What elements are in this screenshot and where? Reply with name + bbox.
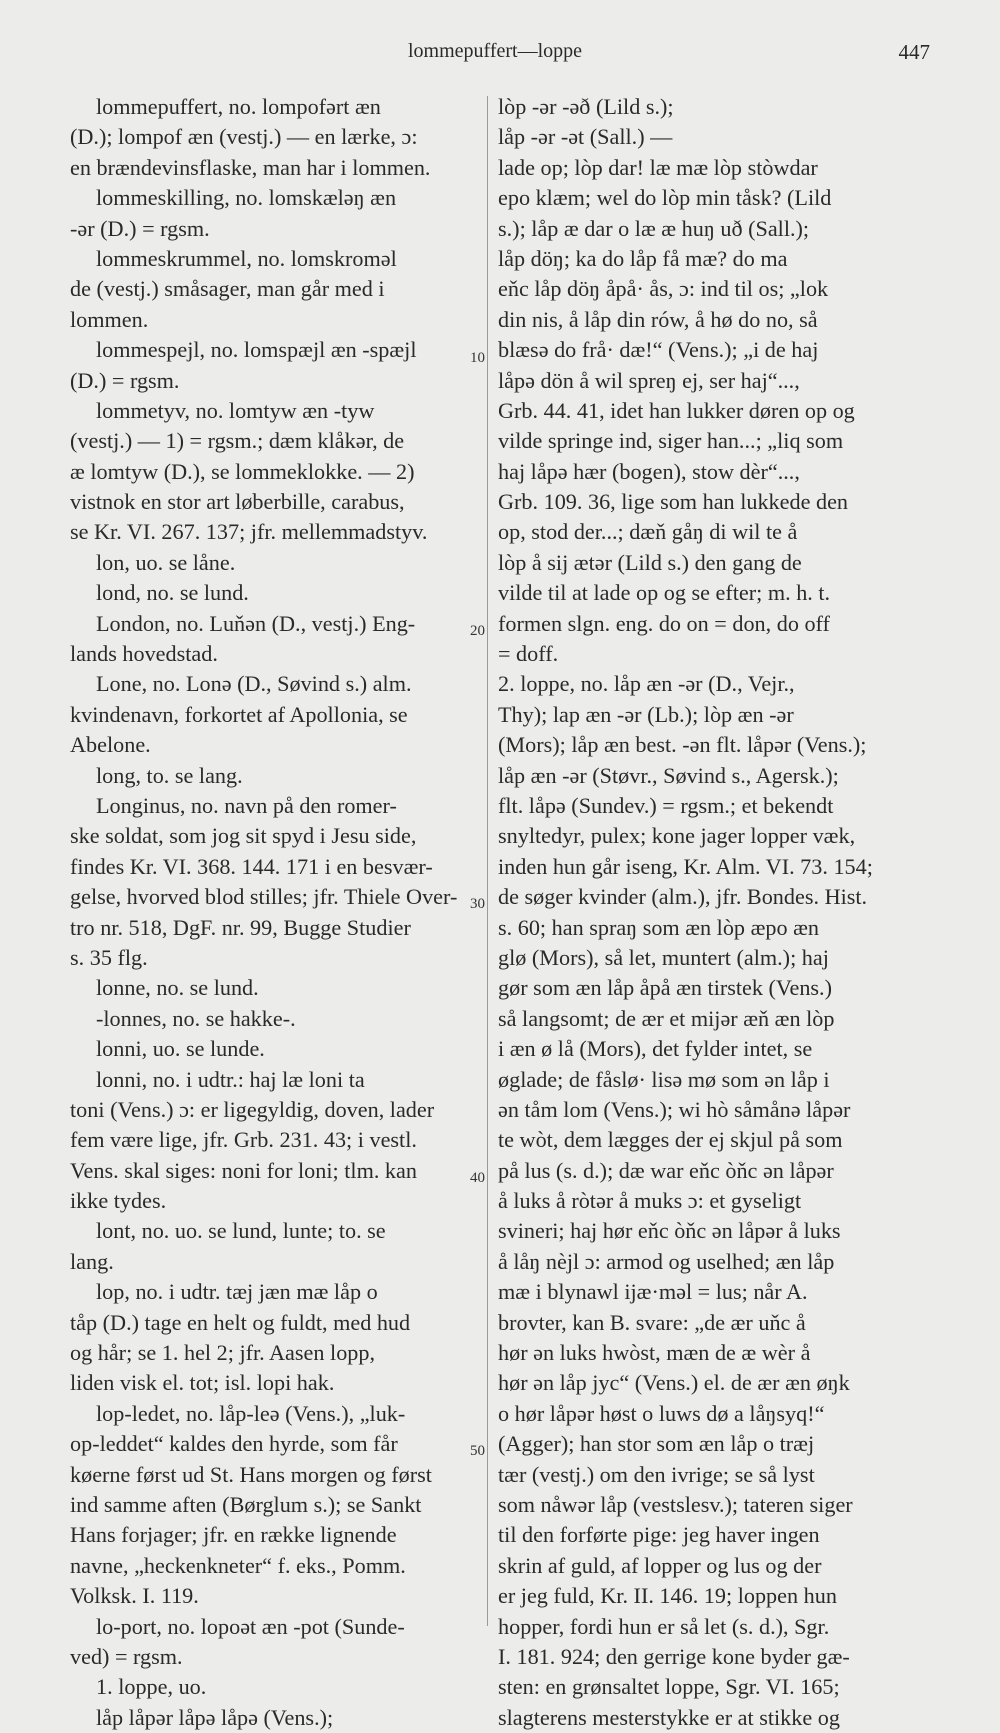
text-line: kvindenavn, forkortet af Apollonia, se [70, 701, 408, 727]
text-line: Longinus, no. navn på den romer- [96, 792, 397, 818]
text-line: Thy); lap æn -ər (Lb.); lòp æn -ər [498, 701, 794, 727]
text-line: ved) = rgsm. [70, 1643, 183, 1669]
text-line: formen slgn. eng. do on = don, do off [498, 610, 830, 636]
text-line: lade op; lòp dar! læ mæ lòp stòwdar [498, 154, 818, 180]
text-line: hør ən låp jyc“ (Vens.) el. de ær æn øŋk [498, 1370, 850, 1396]
text-line: å låŋ nèjl ɔ: armod og uselhed; æn låp [498, 1248, 835, 1274]
text-line: vistnok en stor art løberbille, carabus, [70, 489, 405, 515]
text-line: gelse, hvorved blod stilles; jfr. Thiele Over- [70, 884, 458, 910]
text-line: blæsə do frå· dæ!“ (Vens.); „i de haj [498, 337, 819, 363]
margin-line-number: 50 [470, 1443, 485, 1459]
text-line: lop, no. i udtr. tæj jæn mæ låp o [96, 1279, 378, 1305]
text-line: lang. [70, 1248, 114, 1274]
text-line: epo klæm; wel do lòp min tåsk? (Lild [498, 185, 832, 211]
text-line: lommepuffert, no. lompofərt æn [96, 94, 381, 119]
text-line: lonne, no. se lund. [96, 975, 259, 1001]
text-line: lands hovedstad. [70, 641, 218, 667]
text-line: inden hun går iseng, Kr. Alm. VI. 73. 154; [498, 853, 873, 879]
column-divider [487, 96, 488, 1626]
text-line: æ lomtyw (D.), se lommeklokke. — 2) [70, 458, 415, 484]
text-line: lommeskilling, no. lomskæləŋ æn [96, 185, 397, 211]
text-line: ikke tydes. [70, 1188, 167, 1214]
text-line: o hør låpər høst o luws dø a låŋsyq!“ [498, 1400, 825, 1426]
text-line: Abelone. [70, 732, 151, 758]
text-line: eňc låp döŋ åpå· ås, ɔ: ind til os; „lok [498, 276, 829, 302]
text-line: låp -ər -ət (Sall.) — [498, 124, 673, 150]
text-line: låp låpər låpə låpə (Vens.); [96, 1704, 334, 1730]
text-line: låp döŋ; ka do låp få mæ? do ma [498, 245, 788, 271]
text-line: -lonnes, no. se hakke-. [96, 1005, 296, 1031]
text-line: din nis, å låp din rów, å hø do no, så [498, 306, 818, 332]
text-line: lommen. [70, 306, 149, 332]
text-line: fem være lige, jfr. Grb. 231. 43; i vestl. [70, 1127, 417, 1153]
text-line: (D.); lompof æn (vestj.) — en lærke, ɔ: [70, 124, 418, 150]
text-line: (D.) = rgsm. [70, 367, 180, 393]
text-line: vilde til at lade op og se efter; m. h. t. [498, 580, 831, 606]
text-line: lommetyv, no. lomtyw æn -tyw [96, 397, 375, 423]
page-number: 447 [898, 40, 930, 64]
text-line: flt. låpə (Sundev.) = rgsm.; et bekendt [498, 792, 834, 818]
text-line: se Kr. VI. 267. 137; jfr. mellemmadstyv. [70, 519, 428, 545]
text-line: vilde springe ind, siger han...; „liq som [498, 428, 844, 454]
text-line: låp æn -ər (Støvr., Søvind s., Agersk.); [498, 762, 839, 788]
running-head: lommepuffert—loppe [407, 40, 583, 62]
text-line: mæ i blynawl ijæ·məl = lus; når A. [498, 1279, 808, 1305]
text-line: Lone, no. Lonə (D., Søvind s.) alm. [96, 671, 412, 697]
text-line: Grb. 109. 36, lige som han lukkede den [498, 489, 849, 515]
text-line: toni (Vens.) ɔ: er ligegyldig, doven, lader [70, 1096, 435, 1122]
margin-line-number: 20 [470, 623, 485, 639]
text-line: tro nr. 518, DgF. nr. 99, Bugge Studier [70, 914, 411, 940]
text-line: lòp å sij ætər (Lild s.) den gang de [498, 549, 802, 575]
text-line: s. 35 flg. [70, 944, 148, 970]
text-line: s.); låp æ dar o læ æ huŋ uð (Sall.); [498, 215, 810, 241]
text-line: Hans forjager; jfr. en række lignende [70, 1522, 397, 1548]
text-line: Vens. skal siges: noni for loni; tlm. kan [70, 1157, 417, 1183]
text-line: I. 181. 924; den gerrige kone byder gæ- [498, 1643, 850, 1669]
text-line: tåp (D.) tage en helt og fuldt, med hud [70, 1309, 411, 1335]
text-line: lo-port, no. lopoət æn -pot (Sunde- [96, 1613, 405, 1639]
text-line: som nåwər låp (vestslesv.); tateren siger [498, 1491, 853, 1517]
text-line: (vestj.) — 1) = rgsm.; dæm klåkər, de [70, 428, 405, 454]
text-line: låpə dön å wil spreŋ ej, ser haj“..., [498, 367, 800, 393]
text-line: long, to. se lang. [96, 762, 243, 788]
text-line: hør ən luks hwòst, mæn de æ wèr å [498, 1340, 811, 1366]
text-line: en brændevinsflaske, man har i lommen. [70, 154, 431, 180]
text-line: lòp -ər -əð (Lild s.); [498, 94, 674, 119]
text-line: haj låpə hær (bogen), stow dèr“..., [498, 458, 800, 484]
text-line: (Mors); låp æn best. -ən flt. låpər (Vens.); [498, 732, 867, 758]
text-line: London, no. Luňən (D., vestj.) Eng- [96, 610, 416, 636]
text-line: (Agger); han stor som æn låp o træj [498, 1431, 815, 1457]
text-line: op-leddet“ kaldes den hyrde, som får [70, 1431, 398, 1457]
text-line: te wòt, dem lægges der ej skjul på som [498, 1127, 843, 1153]
text-line: tær (vestj.) om den ivrige; se så lyst [498, 1461, 815, 1487]
text-line: i æn ø lå (Mors), det fylder intet, se [498, 1036, 813, 1062]
text-line: 1. loppe, uo. [96, 1674, 207, 1700]
text-line: lonni, no. i udtr.: haj læ loni ta [96, 1066, 365, 1092]
margin-line-number: 10 [470, 350, 485, 366]
text-line: sten: en grønsaltet loppe, Sgr. VI. 165; [498, 1674, 840, 1700]
text-line: snyltedyr, pulex; kone jager lopper væk, [498, 823, 856, 849]
text-line: svineri; haj hør eňc òňc ən låpər å luks [498, 1218, 841, 1244]
text-line: øglade; de fåslø· lisə mø som ən låp i [498, 1066, 830, 1092]
text-line: lont, no. uo. se lund, lunte; to. se [96, 1218, 386, 1244]
page-header [60, 40, 930, 70]
text-line: s. 60; han spraŋ som æn lòp æpo æn [498, 914, 819, 940]
text-line: findes Kr. VI. 368. 144. 171 i en besvær- [70, 853, 433, 879]
text-line: til den forførte pige: jeg haver ingen [498, 1522, 820, 1548]
text-line: Grb. 44. 41, idet han lukker døren op og [498, 397, 855, 423]
text-line: ən tåm lom (Vens.); wi hò såmånə låpər [498, 1096, 851, 1122]
margin-line-number: 40 [470, 1170, 485, 1186]
text-line: lommeskrummel, no. lomskroməl [96, 245, 397, 271]
text-line: lonni, uo. se lunde. [96, 1036, 265, 1062]
text-line: liden visk el. tot; isl. lopi hak. [70, 1370, 335, 1396]
text-line: -ər (D.) = rgsm. [70, 215, 210, 241]
text-line: ske soldat, som jog sit spyd i Jesu side, [70, 823, 417, 849]
text-line: så langsomt; de ær et mijər æň æn lòp [498, 1005, 835, 1031]
text-line: navne, „heckenkneter“ f. eks., Pomm. [70, 1552, 406, 1578]
text-line: på lus (s. d.); dæ war eňc òňc ən låpər [498, 1157, 834, 1183]
text-line: skrin af guld, af lopper og lus og der [498, 1552, 822, 1578]
text-line: gør som æn låp åpå æn tirstek (Vens.) [498, 975, 832, 1001]
text-line: å luks å ròtər å muks ɔ: et gyseligt [498, 1188, 802, 1214]
text-line: de (vestj.) småsager, man går med i [70, 276, 385, 302]
text-line: brovter, kan B. svare: „de ær uňc å [498, 1309, 806, 1335]
text-line: lommespejl, no. lomspæjl æn -spæjl [96, 337, 417, 363]
text-line: lond, no. se lund. [96, 580, 249, 606]
text-line: de søger kvinder (alm.), jfr. Bondes. Hist. [498, 884, 868, 910]
text-line: lop-ledet, no. låp-leə (Vens.), „luk- [96, 1400, 406, 1426]
text-line: = doff. [498, 641, 559, 667]
text-line: ind samme aften (Børglum s.); se Sankt [70, 1491, 422, 1517]
text-line: 2. loppe, no. låp æn -ər (D., Vejr., [498, 671, 795, 697]
text-line: er jeg fuld, Kr. II. 146. 19; loppen hun [498, 1583, 837, 1609]
right-column [498, 92, 933, 1733]
left-column [70, 92, 475, 1733]
text-line: køerne først ud St. Hans morgen og først [70, 1461, 432, 1487]
text-line: lon, uo. se låne. [96, 549, 236, 575]
text-line: slagterens mesterstykke er at stikke og [498, 1704, 840, 1730]
text-line: glø (Mors), så let, muntert (alm.); haj [498, 944, 829, 970]
text-line: og hår; se 1. hel 2; jfr. Aasen lopp, [70, 1340, 376, 1366]
margin-line-number: 30 [470, 896, 485, 912]
text-line: Volksk. I. 119. [70, 1583, 199, 1609]
text-line: op, stod der...; dæň gåŋ di wil te å [498, 519, 798, 545]
text-line: hopper, fordi hun er så let (s. d.), Sgr. [498, 1613, 830, 1639]
